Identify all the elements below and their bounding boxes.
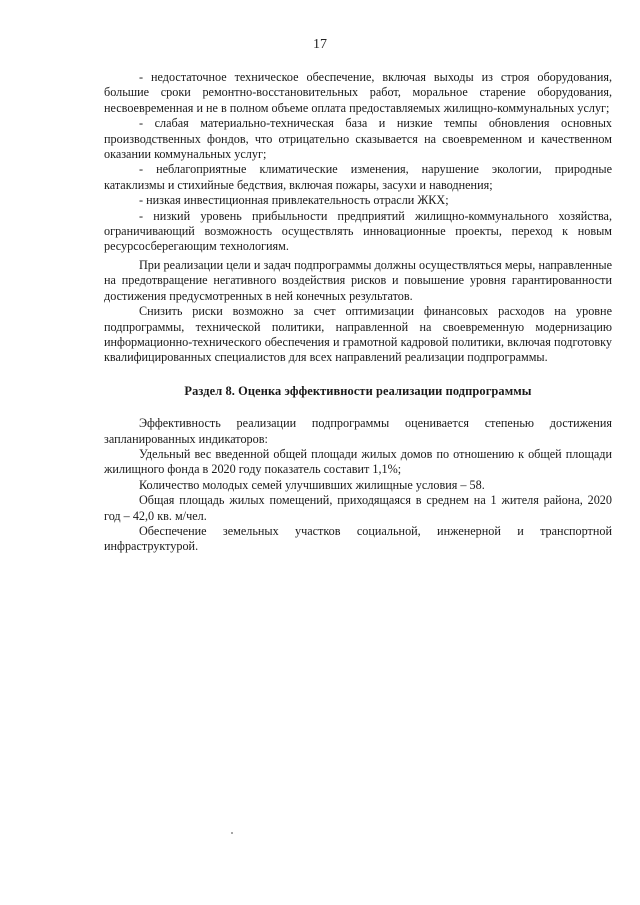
measures-paragraph: При реализации цели и задач подпрограммы должны осуществляться меры, направленные на предотвращение негативного воздействия рисков и повышение уровня гарантированности достижения предусмотренных в ней конечных результатов. <box>104 257 612 303</box>
indicator-young-families: Количество молодых семей улучшивших жилищные условия – 58. <box>139 477 485 492</box>
indicator-land-infrastructure: Обеспечение земельных участков социальной, инженерной и транспортной инфраструктурой. <box>104 523 612 554</box>
document-body <box>104 70 612 555</box>
risk-list <box>104 70 612 255</box>
indicator-living-area: Общая площадь жилых помещений, приходящаяся в среднем на 1 жителя района, 2020 год – 42,0 кв. м/чел. <box>104 493 612 523</box>
risk-item-climate: - неблагоприятные климатические изменения, нарушение экологии, природные катаклизмы и стихийные бедствия, включая пожары, засухи и наводнения; <box>104 162 612 192</box>
risk-item-investment: - низкая инвестиционная привлекательность отрасли ЖКХ; <box>139 193 449 208</box>
risk-item-profitability: - низкий уровень прибыльности предприятий жилищно-коммунального хозяйства, ограничивающий возможность осуществлять инновационные проекты, переход к новым ресурсосберегающим технологиям. <box>104 208 612 254</box>
scan-speck <box>231 832 233 834</box>
section-8-heading: Раздел 8. Оценка эффективности реализации подпрограммы <box>184 383 532 398</box>
risk-item-equipment: - недостаточное техническое обеспечение, включая выходы из строя оборудования, большие сроки ремонтно-восстановительных работ, моральное старение оборудования, несвоевременная и не в полном объеме оплата предоставляемых жилищно-коммунальных услуг; <box>104 70 612 115</box>
effectiveness-intro: Эффективность реализации подпрограммы оценивается степенью достижения запланированных индикаторов: <box>104 416 612 446</box>
indicator-housing-share: Удельный вес введенной общей площади жилых домов по отношению к общей площади жилищного фонда в 2020 году показатель составит 1,1%; <box>104 446 612 477</box>
risk-item-material-base: - слабая материально-техническая база и низкие темпы обновления основных производственных фондов, что отрицательно сказывается на своевременном и качественном оказании коммунальных услуг; <box>104 116 612 162</box>
page-number: 17 <box>313 37 327 52</box>
risk-mitigation-paragraph: Снизить риски возможно за счет оптимизации финансовых расходов на уровне подпрограммы, технической политики, направленной на своевременную модернизацию информационно-технического обеспечения и грамотной кадровой политики, включая подготовку квалифицированных специалистов для всех направлений реализации подпрограммы. <box>104 304 612 365</box>
